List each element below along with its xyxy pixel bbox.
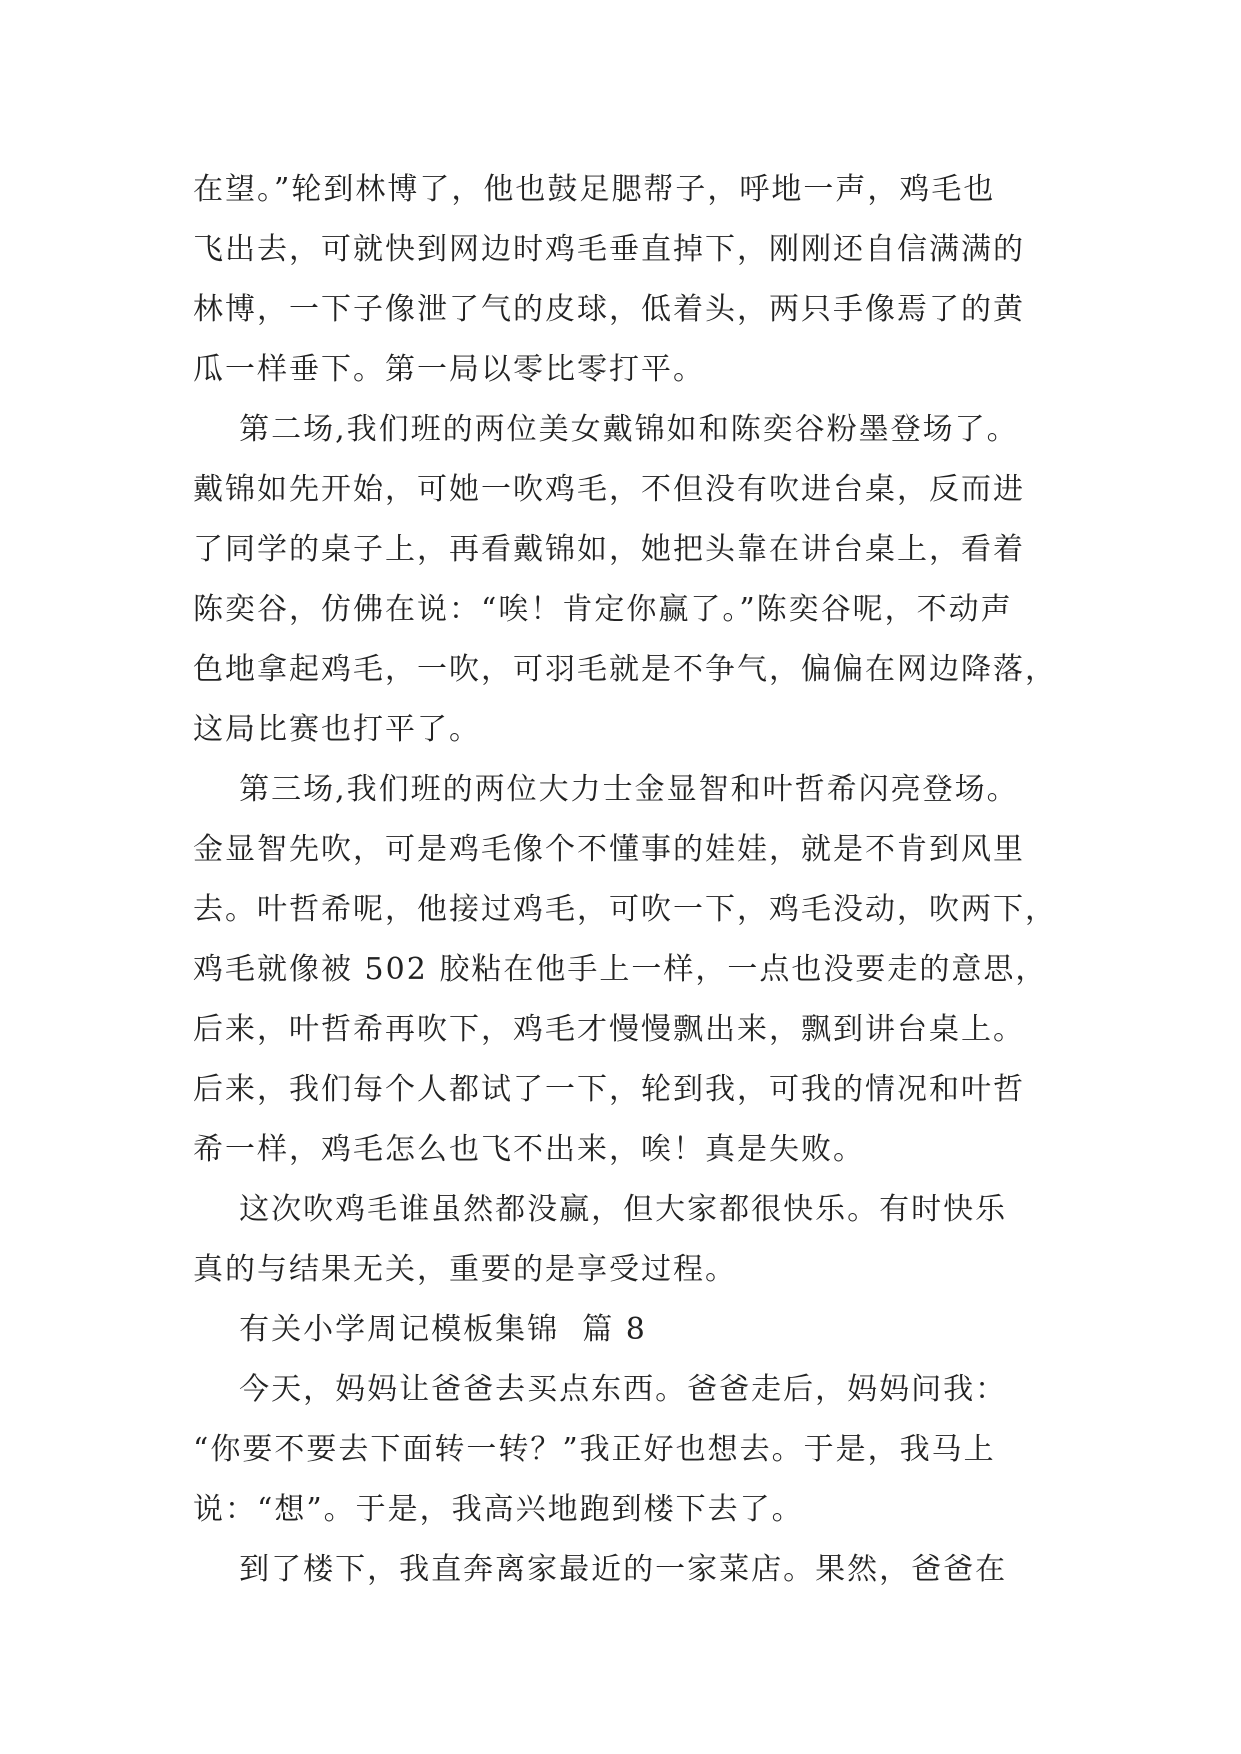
text-line-2: 飞出去，可就快到网边时鸡毛垂直掉下，刚刚还自信满满的 — [193, 232, 1025, 267]
text-line-17: 希一样，鸡毛怎么也飞不出来，唉！真是失败。 — [193, 1132, 865, 1167]
text-line-11: 第三场,我们班的两位大力士金显智和叶哲希闪亮登场。 — [193, 772, 1019, 807]
document-body — [193, 160, 1063, 1600]
text-line-9: 色地拿起鸡毛，一吹，可羽毛就是不争气，偏偏在网边降落， — [193, 652, 1057, 687]
text-line-7: 了同学的桌子上，再看戴锦如，她把头靠在讲台桌上，看着 — [193, 532, 1025, 567]
text-line-12: 金显智先吹，可是鸡毛像个不懂事的娃娃，就是不肯到风里 — [193, 832, 1025, 867]
text-line-15: 后来，叶哲希再吹下，鸡毛才慢慢飘出来，飘到讲台桌上。 — [193, 1012, 1025, 1047]
text-line-22: “你要不要去下面转一转？”我正好也想去。于是，我马上 — [193, 1432, 996, 1467]
text-line-19: 真的与结果无关，重要的是享受过程。 — [193, 1252, 737, 1287]
text-line-3: 林博，一下子像泄了气的皮球，低着头，两只手像焉了的黄 — [193, 292, 1025, 327]
text-line-8: 陈奕谷，仿佛在说：“唉！肯定你赢了。”陈奕谷呢，不动声 — [193, 592, 1013, 627]
text-line-24: 到了楼下，我直奔离家最近的一家菜店。果然，爸爸在 — [193, 1552, 1008, 1587]
text-line-21: 今天，妈妈让爸爸去买点东西。爸爸走后，妈妈问我： — [193, 1372, 1008, 1407]
text-line-5: 第二场,我们班的两位美女戴锦如和陈奕谷粉墨登场了。 — [193, 412, 1019, 447]
text-line-6: 戴锦如先开始，可她一吹鸡毛，不但没有吹进台桌，反而进 — [193, 472, 1025, 507]
text-line-16: 后来，我们每个人都试了一下，轮到我，可我的情况和叶哲 — [193, 1072, 1025, 1107]
text-line-13: 去。叶哲希呢，他接过鸡毛，可吹一下，鸡毛没动，吹两下， — [193, 892, 1057, 927]
section-heading: 有关小学周记模板集锦 篇 8 — [193, 1312, 647, 1347]
text-line-10: 这局比赛也打平了。 — [193, 712, 481, 747]
text-line-18: 这次吹鸡毛谁虽然都没赢，但大家都很快乐。有时快乐 — [193, 1192, 1008, 1227]
text-line-23: 说：“想”。于是，我高兴地跑到楼下去了。 — [193, 1492, 804, 1527]
text-line-4: 瓜一样垂下。第一局以零比零打平。 — [193, 352, 705, 387]
text-line-14: 鸡毛就像被 502 胶粘在他手上一样，一点也没要走的意思， — [193, 952, 1048, 987]
text-line-1: 在望。”轮到林博了，他也鼓足腮帮子，呼地一声，鸡毛也 — [193, 172, 996, 207]
